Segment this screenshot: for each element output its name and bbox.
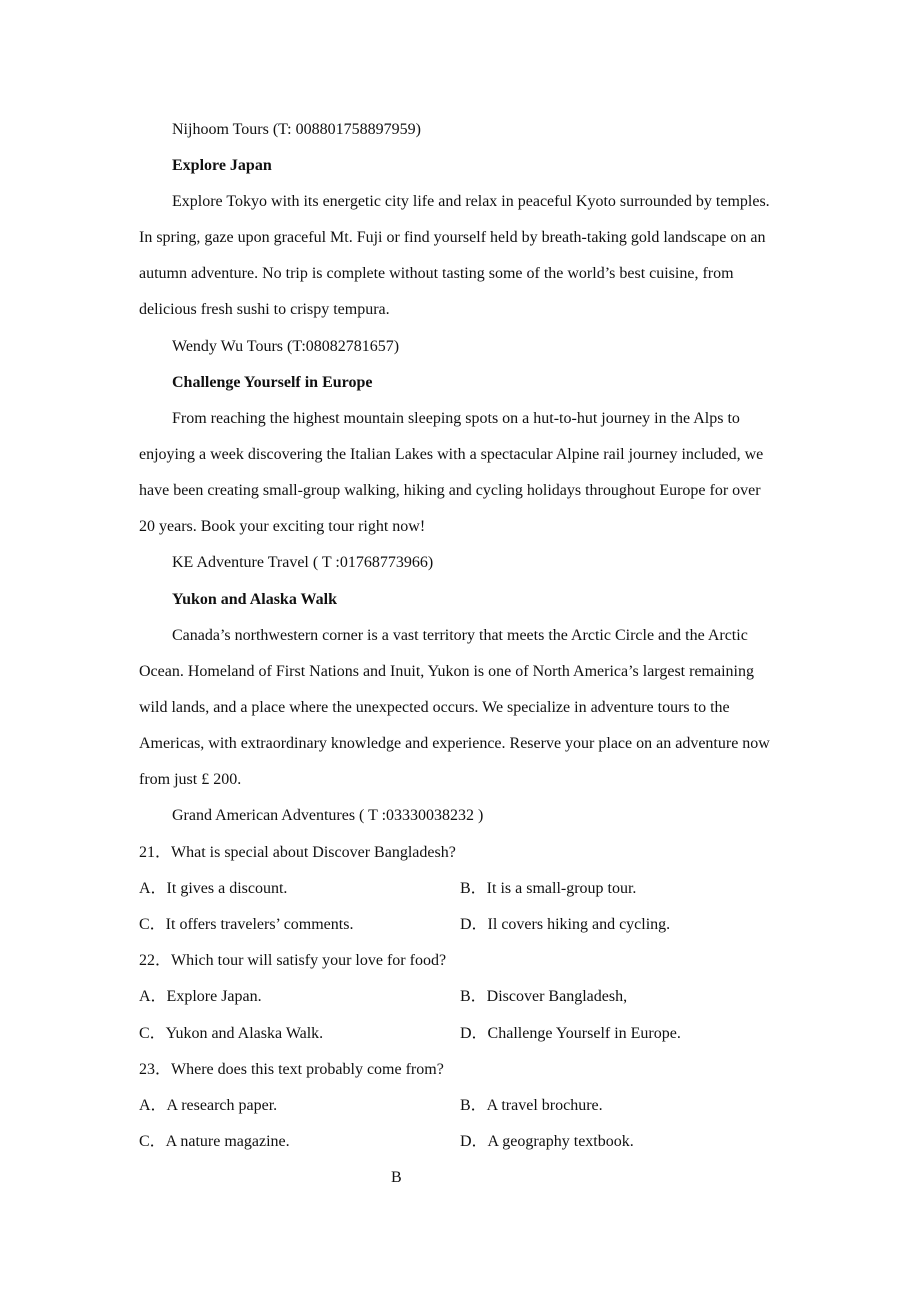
option-a: A．It gives a discount.: [139, 880, 288, 897]
paragraph-line: enjoying a week discovering the Italian Lakes with a spectacular Alpine rail journey included, we: [139, 446, 764, 463]
paragraph-line: wild lands, and a place where the unexpected occurs. We specialize in adventure tours to the: [139, 699, 730, 716]
paragraph-line: delicious fresh sushi to crispy tempura.: [139, 301, 390, 318]
question-stem: 22．Which tour will satisfy your love for food?: [139, 952, 447, 969]
paragraph-line: from just £ 200.: [139, 771, 242, 788]
option-b: B．Discover Bangladesh,: [460, 988, 628, 1005]
option-c: C．A nature magazine.: [139, 1133, 290, 1150]
option-d: D．Challenge Yourself in Europe.: [460, 1025, 681, 1042]
paragraph-line: have been creating small-group walking, hiking and cycling holidays throughout Europe for over: [139, 482, 761, 499]
question-stem: 23．Where does this text probably come from?: [139, 1061, 444, 1078]
section-title-japan: Explore Japan: [172, 157, 272, 174]
paragraph-line: In spring, gaze upon graceful Mt. Fuji or find yourself held by breath-taking gold landscape on an: [139, 229, 766, 246]
option-b: B．A travel brochure.: [460, 1097, 603, 1114]
section-label: B: [391, 1169, 402, 1186]
paragraph-line: autumn adventure. No trip is complete without tasting some of the world’s best cuisine, from: [139, 265, 734, 282]
option-a: A．A research paper.: [139, 1097, 278, 1114]
option-c: C．Yukon and Alaska Walk.: [139, 1025, 324, 1042]
option-b: B．It is a small-group tour.: [460, 880, 637, 897]
section-title-europe: Challenge Yourself in Europe: [172, 374, 373, 391]
section-title-yukon: Yukon and Alaska Walk: [172, 591, 337, 608]
option-d: D．A geography textbook.: [460, 1133, 634, 1150]
question-stem: 21．What is special about Discover Bangladesh?: [139, 844, 456, 861]
contact-grand-american: Grand American Adventures ( T :03330038232 ): [172, 807, 484, 824]
paragraph-line: Canada’s northwestern corner is a vast territory that meets the Arctic Circle and the Arctic: [172, 627, 748, 644]
paragraph-line: From reaching the highest mountain sleeping spots on a hut-to-hut journey in the Alps to: [172, 410, 740, 427]
contact-ke-adventure: KE Adventure Travel ( T :01768773966): [172, 554, 434, 571]
option-d: D．Il covers hiking and cycling.: [460, 916, 671, 933]
paragraph-line: Ocean. Homeland of First Nations and Inuit, Yukon is one of North America’s largest remaining: [139, 663, 754, 680]
paragraph-line: Explore Tokyo with its energetic city life and relax in peaceful Kyoto surrounded by temples.: [172, 193, 770, 210]
paragraph-line: 20 years. Book your exciting tour right now!: [139, 518, 426, 535]
contact-wendy-wu: Wendy Wu Tours (T:08082781657): [172, 338, 400, 355]
option-c: C．It offers travelers’ comments.: [139, 916, 354, 933]
option-a: A．Explore Japan.: [139, 988, 262, 1005]
paragraph-line: Americas, with extraordinary knowledge and experience. Reserve your place on an adventure now: [139, 735, 770, 752]
contact-nijhoom: Nijhoom Tours (T: 008801758897959): [172, 121, 421, 138]
